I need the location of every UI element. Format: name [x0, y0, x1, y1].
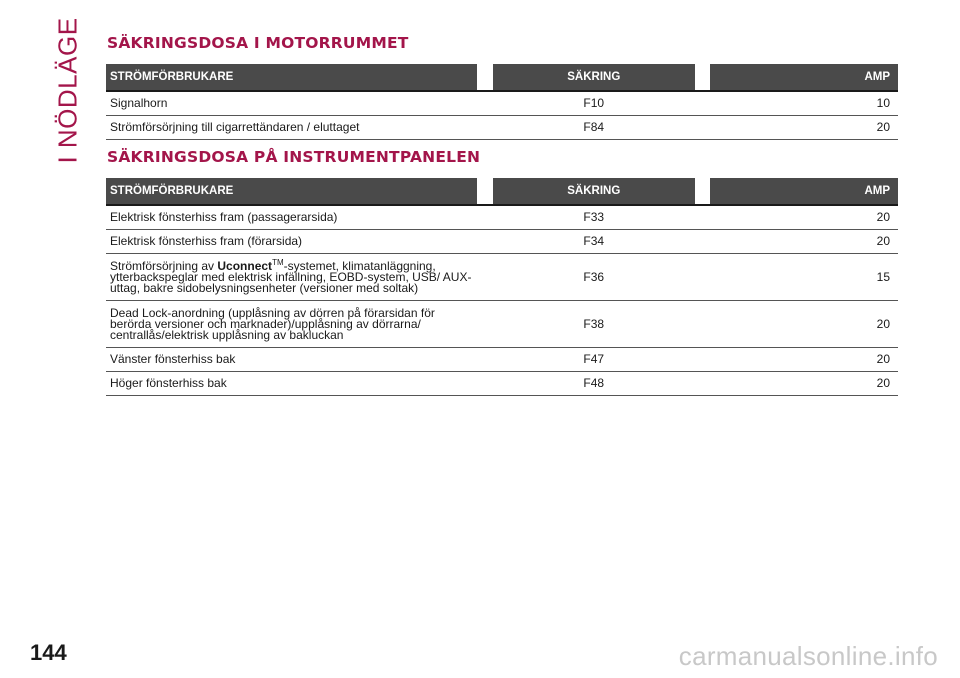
column-header-amp: AMP	[710, 178, 898, 205]
section-title-dashboard-fusebox: SÄKRINGSDOSA PÅ INSTRUMENTPANELEN	[107, 148, 481, 166]
cell-fuse: F48	[493, 372, 695, 396]
dashboard-fuse-table	[106, 178, 898, 396]
consumer-text-suffix: -systemet, klimatanläggning, ytterbackspeglar med elektrisk infällning, EOBD-system, USB/ AUX-uttag, bakre sidobelysningsenheter (versioner med soltak)	[110, 258, 472, 295]
page-number: 144	[30, 640, 67, 665]
table-row	[106, 301, 898, 348]
cell-fuse: F38	[493, 301, 695, 348]
engine-fuse-table	[106, 64, 898, 140]
trademark-mark: TM	[272, 257, 284, 267]
cell-amp: 20	[710, 230, 898, 254]
uconnect-brand: Uconnect	[217, 258, 273, 273]
column-header-fuse: SÄKRING	[493, 178, 695, 205]
consumer-text-prefix: Strömförsörjning av	[110, 258, 218, 273]
cell-amp: 15	[710, 254, 898, 301]
cell-consumer: Vänster fönsterhiss bak	[106, 348, 477, 372]
cell-fuse: F10	[493, 91, 695, 116]
cell-amp: 10	[710, 91, 898, 116]
cell-consumer: Dead Lock-anordning (upplåsning av dörren på förarsidan för berörda versioner och marknader)/upplåsning av dörrarna/ centrallås/elektrisk upplåsning av bakluckan	[106, 301, 477, 348]
cell-amp: 20	[710, 116, 898, 140]
cell-consumer: Elektrisk fönsterhiss fram (passagerarsida)	[106, 205, 477, 230]
table-row	[106, 116, 898, 140]
cell-consumer	[106, 254, 477, 301]
column-header-consumer: STRÖMFÖRBRUKARE	[106, 64, 477, 91]
cell-consumer: Höger fönsterhiss bak	[106, 372, 477, 396]
chapter-side-label	[48, 16, 88, 164]
cell-amp: 20	[710, 205, 898, 230]
column-header-consumer: STRÖMFÖRBRUKARE	[106, 178, 477, 205]
cell-amp: 20	[710, 348, 898, 372]
cell-consumer: Signalhorn	[106, 91, 477, 116]
table-row	[106, 348, 898, 372]
cell-consumer: Strömförsörjning till cigarrettändaren / eluttaget	[106, 116, 477, 140]
chapter-label-text: I NÖDLÄGE	[52, 16, 83, 164]
cell-amp: 20	[710, 372, 898, 396]
table-header-row	[106, 64, 898, 91]
cell-fuse: F34	[493, 230, 695, 254]
table-row	[106, 372, 898, 396]
table-header-row	[106, 178, 898, 205]
table-row	[106, 205, 898, 230]
cell-fuse: F47	[493, 348, 695, 372]
column-header-fuse: SÄKRING	[493, 64, 695, 91]
cell-fuse: F33	[493, 205, 695, 230]
table-row	[106, 230, 898, 254]
column-header-amp: AMP	[710, 64, 898, 91]
cell-fuse: F36	[493, 254, 695, 301]
watermark-text: carmanualsonline.info	[678, 641, 938, 671]
section-title-engine-fusebox: SÄKRINGSDOSA I MOTORRUMMET	[107, 34, 409, 52]
table-row	[106, 254, 898, 301]
cell-consumer: Elektrisk fönsterhiss fram (förarsida)	[106, 230, 477, 254]
cell-fuse: F84	[493, 116, 695, 140]
table-row	[106, 91, 898, 116]
cell-amp: 20	[710, 301, 898, 348]
